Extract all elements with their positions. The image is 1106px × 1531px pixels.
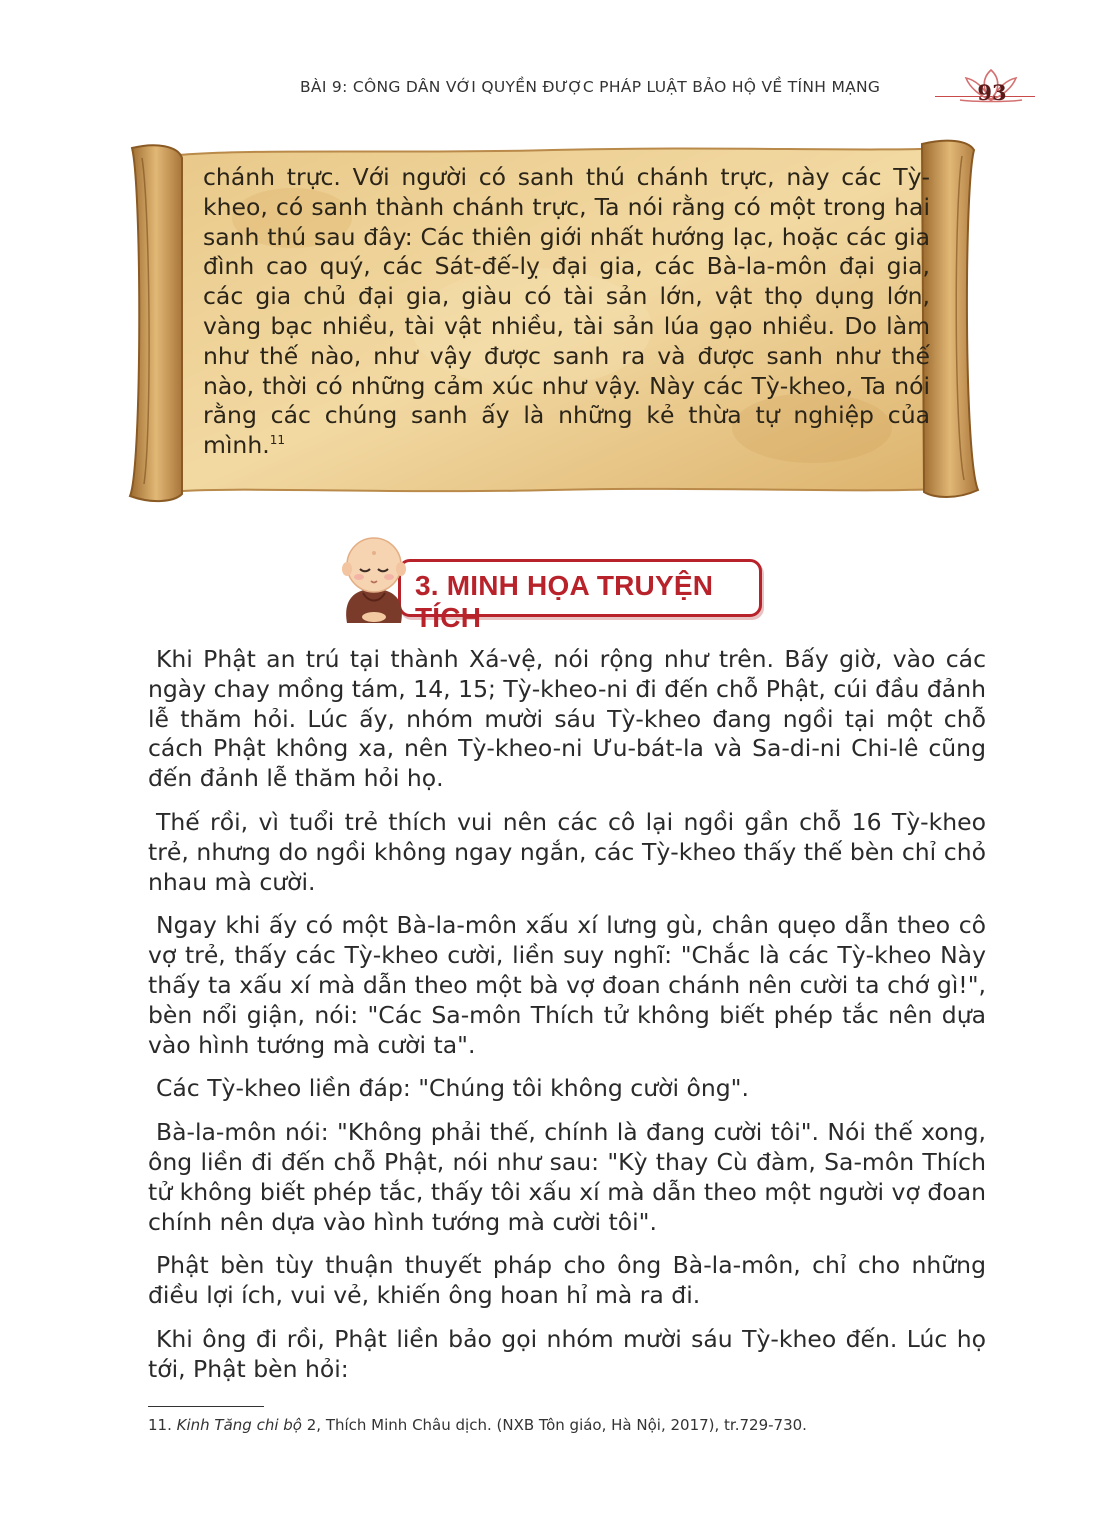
story-paragraph: Khi Phật an trú tại thành Xá-vệ, nói rộng như trên. Bấy giờ, vào các ngày chay mồng tám, 14, 15; Tỳ-kheo-ni đi đến chỗ Phật, cúi đầu đảnh lễ thăm hỏi. Lúc ấy, nhóm mười sáu Tỳ-kheo đang ngồi tại một chỗ cách Phật không xa, nên Tỳ-kheo-ni Ưu-bát-la và Sa-di-ni Chi-lê cũng đến đảnh lễ thăm hỏi họ. xyxy=(148,645,986,793)
story-paragraph: Bà-la-môn nói: "Không phải thế, chính là đang cười tôi". Nói thế xong, ông liền đi đến chỗ Phật, nói như sau: "Kỳ thay Cù đàm, Sa-môn Thích tử không biết phép tắc, thấy tôi xấu xí mà dẫn theo một người vợ đoan chính nên dựa vào hình tướng mà cười tôi". xyxy=(148,1118,986,1236)
footnote-marker: 11 xyxy=(269,433,285,448)
section-title: 3. MINH HỌA TRUYỆN TÍCH xyxy=(415,570,714,633)
story-paragraph: Khi ông đi rồi, Phật liền bảo gọi nhóm mười sáu Tỳ-kheo đến. Lúc họ tới, Phật bèn hỏi: xyxy=(148,1324,986,1383)
scroll-quote xyxy=(203,163,930,461)
scroll-paragraph xyxy=(203,163,930,461)
monk-icon xyxy=(333,531,415,627)
story-paragraph: Các Tỳ-kheo liền đáp: "Chúng tôi không cười ông". xyxy=(156,1074,749,1103)
story-paragraph: Thế rồi, vì tuổi trẻ thích vui nên các cô lại ngồi gần chỗ 16 Tỳ-kheo trẻ, nhưng do ngồi không ngay ngắn, các Tỳ-kheo thấy thế bèn chỉ chỏ nhau mà cười. xyxy=(148,807,986,896)
footnote-book-title: Kinh Tăng chi bộ xyxy=(176,1416,302,1434)
story-paragraph: Phật bèn tùy thuận thuyết pháp cho ông Bà-la-môn, chỉ cho những điều lợi ích, vui vẻ, khiến ông hoan hỉ mà ra đi. xyxy=(148,1251,986,1310)
page-number: 93 xyxy=(977,80,1007,105)
section-heading xyxy=(333,531,773,633)
footnote-number: 11. xyxy=(148,1416,172,1434)
story-body xyxy=(148,645,986,1399)
scroll-paragraph-text: chánh trực. Với người có sanh thú chánh trực, này các Tỳ-kheo, có sanh thành chánh trực, Ta nói rằng có một trong hai sanh thú sau đây: Các thiên giới nhất hướng lạc, hoặc các gia đình cao quý, các Sát-đế-lỵ đại gia, các Bà-la-môn đại gia, các gia chủ đại gia, giàu có tài sản lớn, vật thọ dụng lớn, vàng bạc nhiều, tài vật nhiều, tài sản lúa gạo nhiều. Do làm như thế nào, như vậy được sanh ra và được sanh như thế nào, thời có những cảm xúc như vậy. Này các Tỳ-kheo, Ta nói rằng các chúng sanh ấy là những kẻ thừa tự nghiệp của mình. xyxy=(203,163,930,460)
footnote-details: 2, Thích Minh Châu dịch. (NXB Tôn giáo, Hà Nội, 2017), tr.729-730. xyxy=(301,1416,807,1434)
story-paragraph: Ngay khi ấy có một Bà-la-môn xấu xí lưng gù, chân quẹo dẫn theo cô vợ trẻ, thấy các Tỳ-kheo cười, liền suy nghĩ: "Chắc là các Tỳ-kheo Này thấy ta xấu xí mà dẫn theo một bà vợ đoan chánh nên cười ta chớ gì!", bèn nổi giận, nói: "Các Sa-môn Thích tử không biết phép tắc nên dựa vào hình tướng mà cười ta". xyxy=(148,911,986,1059)
footnote-rule xyxy=(148,1406,264,1407)
footnote xyxy=(148,1416,807,1434)
running-head-title: BÀI 9: CÔNG DÂN VỚI QUYỀN ĐƯỢC PHÁP LUẬT BẢO HỘ VỀ TÍNH MẠNG xyxy=(300,78,881,96)
